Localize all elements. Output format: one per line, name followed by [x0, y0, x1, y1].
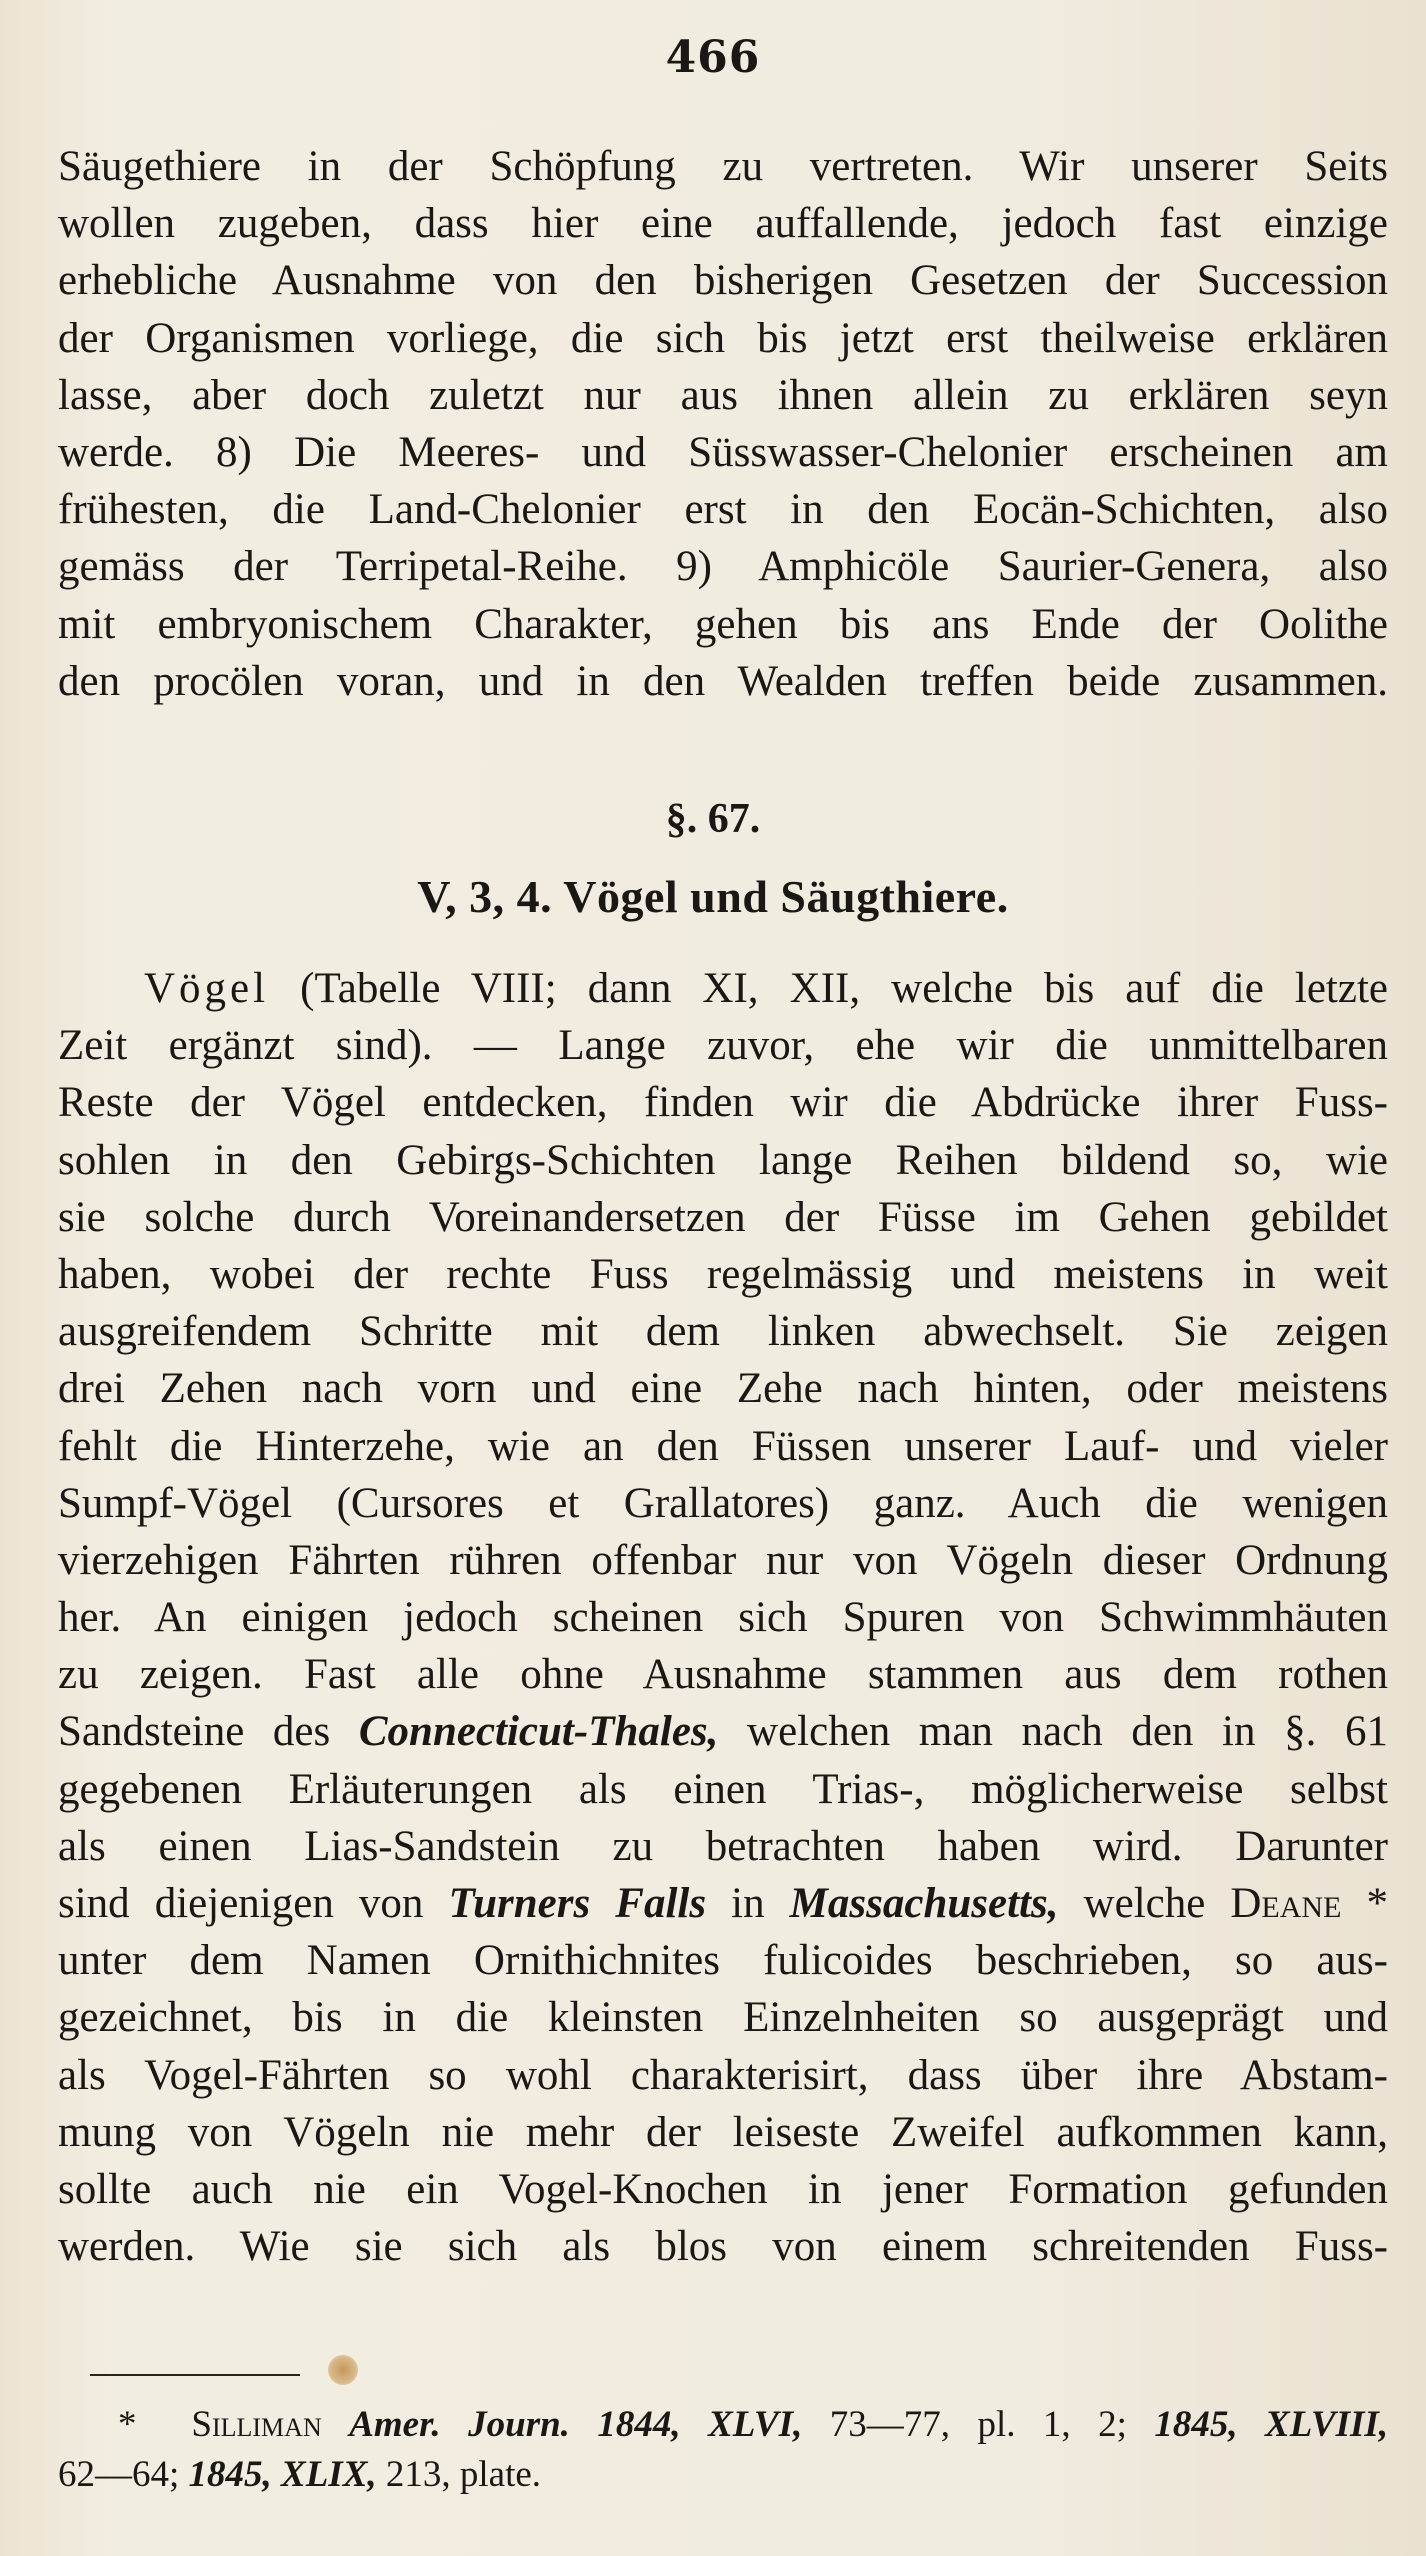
- text-line: mung von Vögeln nie mehr der leiseste Zweifel aufkommen kann,: [58, 2108, 1388, 2156]
- footnote-volume: XLIX,: [281, 2454, 377, 2495]
- text-line: den procölen voran, und in den Wealden treffen beide zusammen.: [58, 657, 1388, 705]
- footnote-pages: 213, plate.: [376, 2454, 542, 2495]
- text-line: [58, 1875, 1388, 1932]
- section-title: V, 3, 4. Vögel und Säugthiere.: [417, 871, 1009, 922]
- text-line: Zeit ergänzt sind). — Lange zuvor, ehe wir die unmittelbaren: [58, 1022, 1388, 1070]
- text-line: gegebenen Erläuterungen als einen Trias-, möglicherweise selbst: [58, 1765, 1388, 1813]
- text-line: Säugethiere in der Schöpfung zu vertreten. Wir unserer Seits: [58, 143, 1388, 190]
- text-line: werde. 8) Die Meeres- und Süsswasser-Chelonier erscheinen am: [58, 428, 1388, 476]
- author-name: Deane: [1230, 1880, 1342, 1927]
- text-line: drei Zehen nach vorn und eine Zehe nach hinten, oder meistens: [58, 1365, 1388, 1413]
- text-line: wollen zugeben, dass hier eine auffallende, jedoch fast einzige: [58, 200, 1388, 248]
- text-line: [58, 1703, 1388, 1760]
- page-number: 466: [665, 32, 761, 83]
- text-line: sollte auch nie ein Vogel-Knochen in jener Formation gefunden: [58, 2165, 1388, 2213]
- text-line: erhebliche Ausnahme von den bisherigen Gesetzen der Succession: [58, 257, 1388, 305]
- footnote-line: [58, 2400, 1388, 2450]
- text-line: fehlt die Hinterzehe, wie an den Füssen unserer Lauf- und vieler: [58, 1422, 1388, 1470]
- text-fragment: sind diejenigen von: [58, 1880, 449, 1927]
- footnote-line: [58, 2450, 1388, 2500]
- text-line: [58, 960, 1388, 1017]
- text-line: mit embryonischem Charakter, gehen bis ans Ende der Oolithe: [58, 600, 1388, 648]
- text-fragment: in: [706, 1880, 790, 1927]
- text-line: Sumpf-Vögel (Cursores et Grallatores) ganz. Auch die wenigen: [58, 1479, 1388, 1527]
- text-fragment: Sandsteine des: [58, 1708, 359, 1756]
- text-line: haben, wobei der rechte Fuss regelmässig und meistens in weit: [58, 1250, 1388, 1298]
- ink-blot: [328, 2355, 358, 2385]
- text-fragment: (Tabelle VIII; dann XI, XII, welche bis auf die letzte: [269, 965, 1388, 1012]
- text-line: her. An einigen jedoch scheinen sich Spuren von Schwimmhäuten: [58, 1594, 1388, 1642]
- text-line: der Organismen vorliege, die sich bis jetzt erst theilweise erklären: [58, 314, 1388, 362]
- text-line: gemäss der Terripetal-Reihe. 9) Amphicöle Saurier-Genera, also: [58, 543, 1388, 591]
- place-name: Connecticut-Thales,: [358, 1708, 719, 1756]
- footnote-volume: XLVIII,: [1265, 2404, 1389, 2445]
- footnote-divider: [90, 2374, 300, 2376]
- text-line: ausgreifendem Schritte mit dem linken abwechselt. Sie zeigen: [58, 1308, 1388, 1356]
- text-line: sie solche durch Voreinandersetzen der Füsse im Gehen gebildet: [58, 1193, 1388, 1241]
- keyword-voegel: Vögel: [144, 965, 270, 1012]
- text-line: zu zeigen. Fast alle ohne Ausnahme stammen aus dem rothen: [58, 1651, 1388, 1699]
- footnote-year: 1845,: [1154, 2404, 1238, 2445]
- text-line: frühesten, die Land-Chelonier erst in den Eocän-Schichten, also: [58, 486, 1388, 534]
- text-line: als Vogel-Fährten so wohl charakterisirt, dass über ihre Abstam-: [58, 2051, 1388, 2099]
- footnote-pages: 73—77, pl. 1, 2;: [802, 2404, 1155, 2445]
- text-line: vierzehigen Fährten rühren offenbar nur von Vögeln dieser Ordnung: [58, 1536, 1388, 1584]
- footnote-pages: 62—64;: [58, 2454, 189, 2495]
- text-line: gezeichnet, bis in die kleinsten Einzelnheiten so ausgeprägt und: [58, 1994, 1388, 2042]
- footnote-marker: *: [118, 2404, 137, 2445]
- text-line: unter dem Namen Ornithichnites fulicoides beschrieben, so aus-: [58, 1937, 1388, 1985]
- footnote-volume: XLVI,: [708, 2404, 803, 2445]
- text-line: sohlen in den Gebirgs-Schichten lange Reihen bildend so, wie: [58, 1136, 1388, 1184]
- text-line: als einen Lias-Sandstein zu betrachten haben wird. Darunter: [58, 1822, 1388, 1870]
- text-line: werden. Wie sie sich als blos von einem schreitenden Fuss-: [58, 2223, 1388, 2271]
- paragraph-continuation: [58, 138, 1388, 710]
- place-name: Turners Falls: [448, 1880, 707, 1927]
- footnote-ref: *: [1341, 1880, 1388, 1927]
- footnote-journal: Amer. Journ.: [349, 2404, 570, 2445]
- footnote-year: 1844,: [597, 2404, 681, 2445]
- text-line: Reste der Vögel entdecken, finden wir die Abdrücke ihrer Fuss-: [58, 1079, 1388, 1127]
- text-fragment: welchen man nach den in §. 61: [718, 1708, 1388, 1756]
- footnote: [58, 2400, 1388, 2500]
- footnote-author: Silliman: [191, 2404, 322, 2445]
- paragraph-birds: [58, 960, 1388, 2275]
- place-name: Massachusetts,: [789, 1880, 1059, 1927]
- text-fragment: welche: [1058, 1880, 1231, 1927]
- text-line: lasse, aber doch zuletzt nur aus ihnen allein zu erklären seyn: [58, 371, 1388, 419]
- section-number: §. 67.: [665, 796, 761, 842]
- footnote-year: 1845,: [188, 2454, 272, 2495]
